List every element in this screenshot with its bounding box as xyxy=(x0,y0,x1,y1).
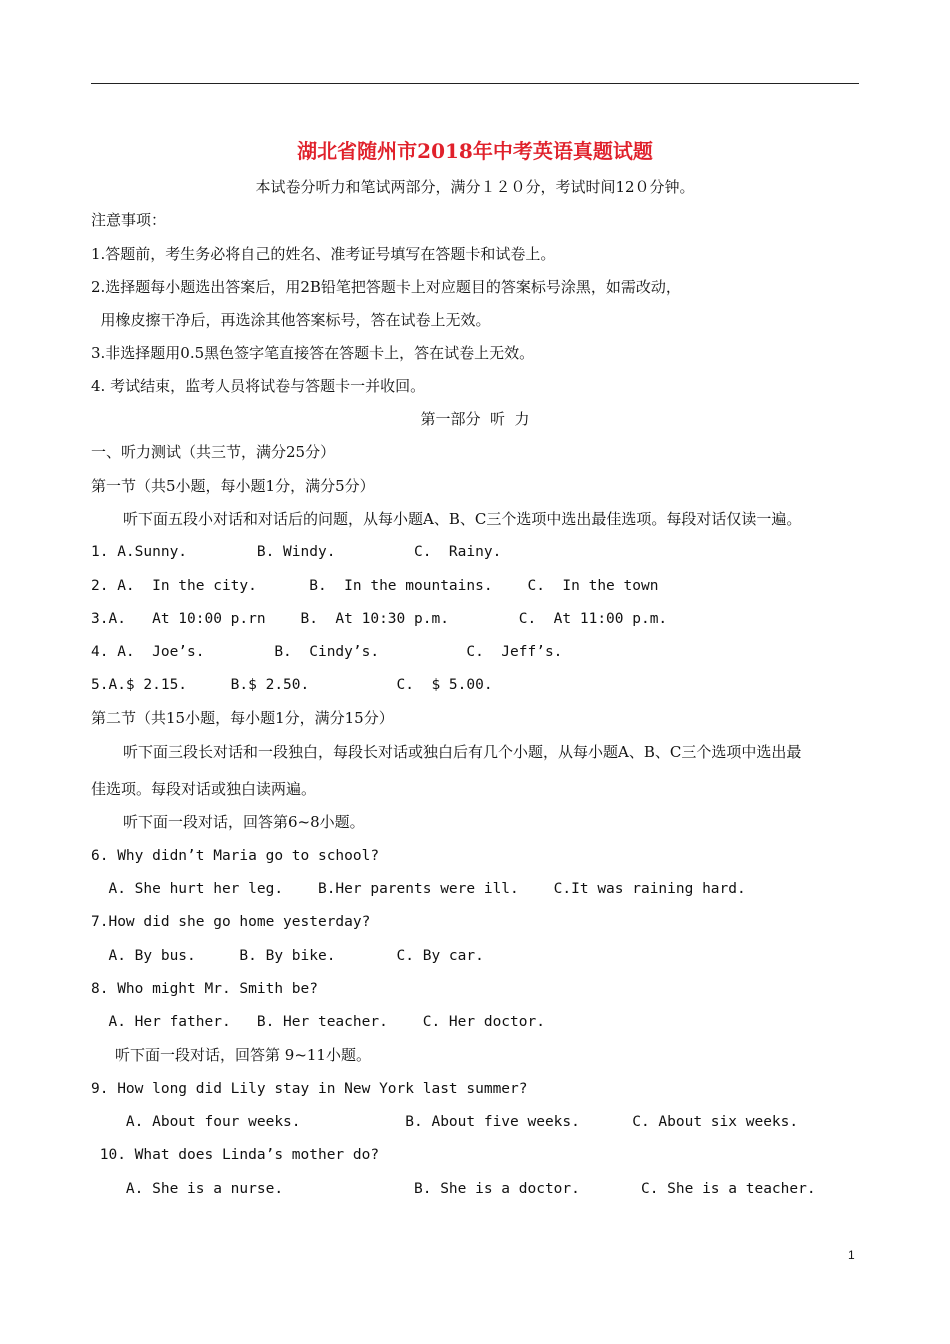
answer-options: A. She is a nurse. B. She is a doctor. C. She is a teacher. xyxy=(91,1181,816,1197)
dialog-intro: 听下面一段对话，回答第 9~11小题。 xyxy=(115,1046,371,1064)
question-item: 5.A.$ 2.15. B.$ 2.50. C. $ 5.00. xyxy=(91,677,493,693)
exam-intro: 本试卷分听力和笔试两部分，满分１２０分，考试时间12０分钟。 xyxy=(255,178,695,196)
subsection-title: 第一节（共5小题，每小题1分，满分5分） xyxy=(91,477,375,495)
page-number: 1 xyxy=(848,1248,855,1262)
instruction-text: 听下面五段小对话和对话后的问题，从每小题A、B、C三个选项中选出最佳选项。每段对话仅读一遍。 xyxy=(123,510,802,528)
question-item: 9. How long did Lily stay in New York last summer? xyxy=(91,1081,528,1097)
note-item: 4. 考试结束，监考人员将试卷与答题卡一并收回。 xyxy=(91,377,426,395)
note-item: 用橡皮擦干净后，再选涂其他答案标号，答在试卷上无效。 xyxy=(91,311,491,329)
question-item: 10. What does Linda’s mother do? xyxy=(91,1147,380,1163)
note-item: 2.选择题每小题选出答案后，用2B铅笔把答题卡上对应题目的答案标号涂黑，如需改动， xyxy=(91,278,681,296)
question-item: 7.How did she go home yesterday? xyxy=(91,914,371,930)
question-item: 8. Who might Mr. Smith be? xyxy=(91,981,318,997)
section-title: 一、听力测试（共三节，满分25分） xyxy=(91,443,336,461)
question-item: 2. A. In the city. B. In the mountains. C. In the town xyxy=(91,578,659,594)
question-item: 6. Why didn’t Maria go to school? xyxy=(91,848,380,864)
note-item: 1.答题前，考生务必将自己的姓名、准考证号填写在答题卡和试卷上。 xyxy=(91,245,556,263)
question-item: 4. A. Joe’s. B. Cindy’s. C. Jeff’s. xyxy=(91,644,563,660)
note-item: 3.非选择题用0.5黑色签字笔直接答在答题卡上，答在试卷上无效。 xyxy=(91,344,535,362)
page-title: 湖北省随州市2018年中考英语真题试题 xyxy=(297,139,653,163)
header-rule xyxy=(91,83,859,84)
answer-options: A. Her father. B. Her teacher. C. Her doctor. xyxy=(91,1014,545,1030)
instruction-text: 佳选项。每段对话或独白读两遍。 xyxy=(91,780,317,798)
subsection-title: 第二节（共15小题，每小题1分，满分15分） xyxy=(91,709,394,727)
notes-heading: 注意事项： xyxy=(91,211,167,229)
instruction-text: 听下面三段长对话和一段独白，每段长对话或独白后有几个小题，从每小题A、B、C三个选项中选出最 xyxy=(123,743,802,761)
part-title: 第一部分 听 力 xyxy=(420,410,530,428)
answer-options: A. About four weeks. B. About five weeks. C. About six weeks. xyxy=(91,1114,799,1130)
dialog-intro: 听下面一段对话，回答第6~8小题。 xyxy=(123,813,365,831)
question-item: 3.A. At 10:00 p.rn B. At 10:30 p.m. C. At 11:00 p.m. xyxy=(91,611,668,627)
answer-options: A. She hurt her leg. B.Her parents were ill. C.It was raining hard. xyxy=(91,881,746,897)
answer-options: A. By bus. B. By bike. C. By car. xyxy=(91,948,484,964)
question-item: 1. A.Sunny. B. Windy. C. Rainy. xyxy=(91,544,502,560)
